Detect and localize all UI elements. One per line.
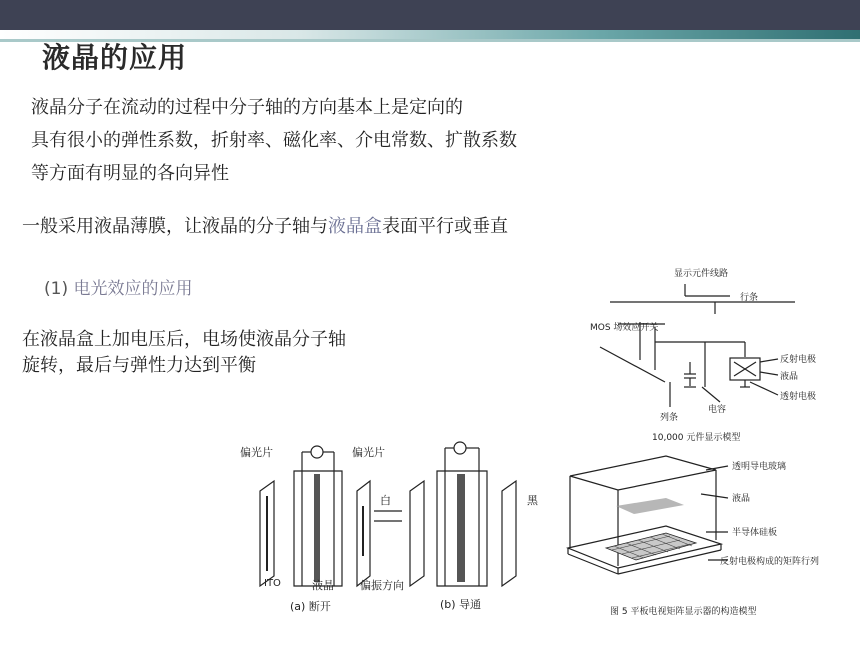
sentence-pre: 一般采用液晶薄膜，让液晶的分子轴与 <box>22 216 328 237</box>
label-ito: ITO <box>264 578 281 589</box>
label-reflect-electrode: 反射电极 <box>780 355 817 365</box>
label-capacitor: 电容 <box>708 405 727 415</box>
body-paragraph <box>22 327 346 379</box>
label-lc: 液晶 <box>312 579 334 592</box>
subheading <box>44 274 192 299</box>
intro-line-2: 具有很小的弹性系数，折射率、磁化率、介电常数、扩散系数 <box>31 130 517 151</box>
label-polarizer-left: 偏光片 <box>240 446 273 459</box>
label-mos-switch: MOS 场效应开关 <box>590 323 659 333</box>
label-conductive-glass: 透明导电玻璃 <box>732 462 787 472</box>
circuit-caption: 10,000 元件显示模型 <box>652 433 741 443</box>
body-line-2: 旋转，最后与弹性力达到平衡 <box>22 355 256 376</box>
caption-off: (a) 断开 <box>290 600 331 613</box>
label-transparent-electrode: 透射电极 <box>780 392 817 402</box>
lc-cell-diagram <box>232 436 552 618</box>
intro-paragraph <box>31 91 517 190</box>
label-liquid-crystal: 液晶 <box>780 372 799 382</box>
intro-line-1: 液晶分子在流动的过程中分子轴的方向基本上是定向的 <box>31 97 463 118</box>
label-electrode-matrix: 反射电极构成的矩阵行列 <box>720 557 820 567</box>
sentence-post: 表面平行或垂直 <box>382 216 508 237</box>
label-black: 黑 <box>527 494 538 507</box>
caption-on: (b) 导通 <box>440 598 482 611</box>
slide-title: 液晶的应用 <box>42 41 188 74</box>
intro-line-3: 等方面有明显的各向异性 <box>31 163 229 184</box>
matrix-display-diagram <box>556 448 846 624</box>
label-row-line: 行条 <box>740 293 759 303</box>
label-matrix-lc: 液晶 <box>732 494 751 504</box>
label-display-circuit: 显示元件线路 <box>674 269 729 279</box>
header-bar <box>0 0 860 30</box>
body-line-1: 在液晶盒上加电压后，电场使液晶分子轴 <box>22 329 346 350</box>
lc-cell-highlight: 液晶盒 <box>328 216 382 237</box>
matrix-caption: 图 5 平板电视矩阵显示器的构造模型 <box>610 607 757 617</box>
label-polarization-direction: 偏振方向 <box>360 579 404 592</box>
subheading-number: (1) <box>44 279 74 299</box>
circuit-diagram <box>590 262 840 447</box>
label-polarizer-right: 偏光片 <box>352 446 385 459</box>
label-column-line: 列条 <box>660 413 679 423</box>
label-silicon: 半导体硅板 <box>732 528 778 538</box>
label-white: 白 <box>380 494 391 507</box>
subheading-text: 电光效应的应用 <box>73 279 193 299</box>
method-sentence <box>22 212 508 238</box>
